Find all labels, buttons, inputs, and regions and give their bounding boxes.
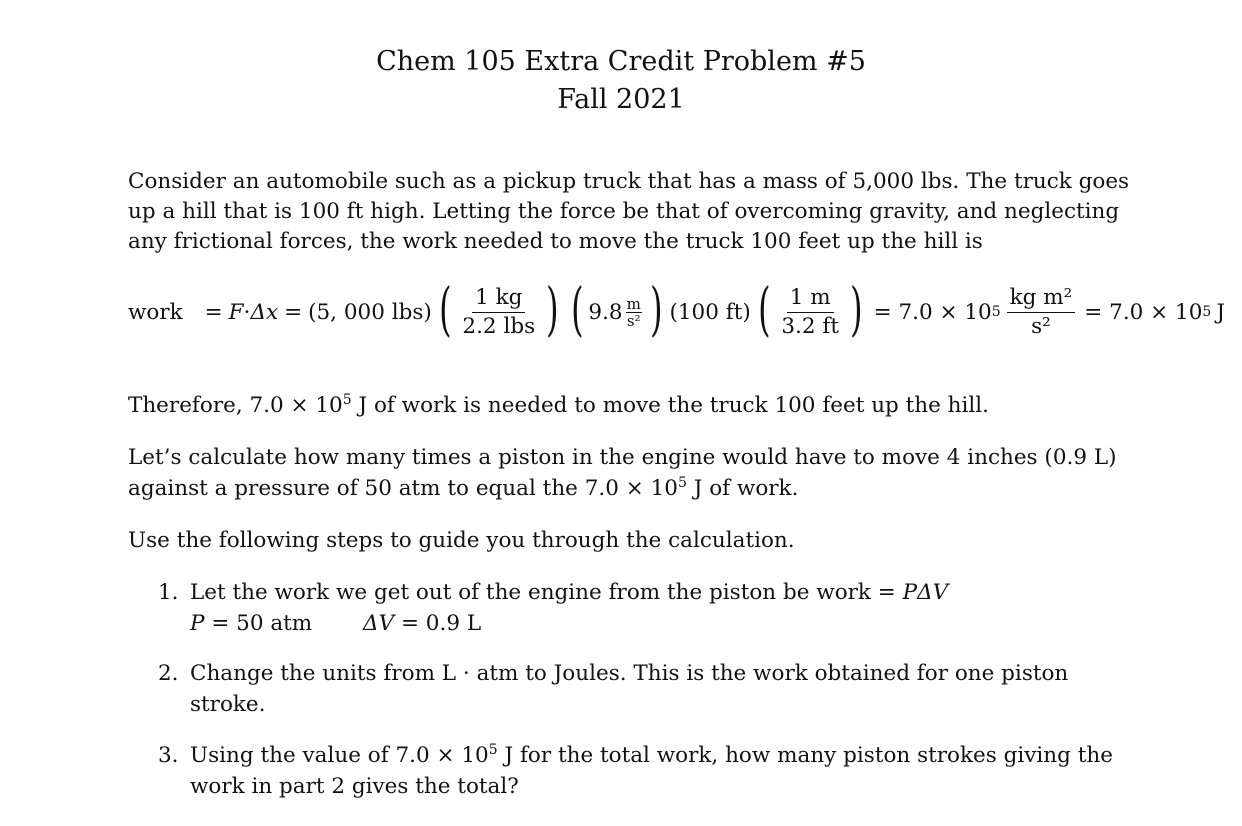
eq-paren-open-3: ( bbox=[757, 275, 771, 343]
therefore-post: J of work is needed to move the truck 100 feet up the hill. bbox=[358, 393, 989, 418]
eq-delta-x: Δx bbox=[250, 299, 279, 325]
piston-line-2-exp: 5 bbox=[677, 474, 687, 491]
eq-result-unit: J bbox=[1216, 299, 1225, 325]
page-subtitle: Fall 2021 bbox=[557, 84, 685, 115]
eq-height: (100 ft) bbox=[669, 299, 751, 325]
eq-si-unit-num: kg m² bbox=[1007, 286, 1076, 313]
eq-g-unit-num: m bbox=[626, 294, 641, 313]
piston-line-2-pre: against a pressure of 50 atm to equal the 7.0 × 10 bbox=[128, 476, 678, 501]
eq-force: F bbox=[228, 299, 244, 325]
step-1-p-symbol: P bbox=[190, 611, 205, 636]
eq-lhs: work bbox=[128, 299, 183, 325]
eq-conv-kg-fraction bbox=[459, 286, 538, 339]
eq-mass: (5, 000 lbs) bbox=[308, 299, 432, 325]
eq-dot: · bbox=[243, 299, 251, 325]
eq-conv-m-num: 1 m bbox=[787, 286, 834, 313]
eq-intermediate: = 7.0 × 10 bbox=[873, 299, 992, 325]
eq-conv-kg-num: 1 kg bbox=[472, 286, 525, 313]
eq-g-unit-fraction bbox=[626, 296, 642, 329]
intro-line-2: up a hill that is 100 ft high. Letting the force be that of overcoming gravity, and neglecting bbox=[128, 199, 1120, 224]
eq-paren-open-2: ( bbox=[570, 275, 584, 343]
step-3-line-2: work in part 2 gives the total? bbox=[190, 774, 519, 799]
step-1-formula-dv: ΔV bbox=[917, 580, 949, 605]
eq-si-unit-fraction bbox=[1007, 286, 1076, 339]
step-2-number: 2. bbox=[158, 661, 179, 686]
step-1-v-symbol: ΔV bbox=[363, 611, 395, 636]
eq-result: = 7.0 × 10 bbox=[1084, 299, 1203, 325]
list-item bbox=[0, 740, 1242, 802]
step-2-line-2: stroke. bbox=[190, 692, 266, 717]
work-equation: work = F · Δx = (5, 000 lbs) ( $\frac{1 kg}{\text{2.2 lbs}}$ ) ( 9.8 $\frac{m}{\text{s²}}$ ) (100 ft) ( $\frac{1 m}{3.2 ft}$ ) = 7.0 × 10 5 $\frac{\text{kg m²}}{\text{s²}}$ = 7.0 × 10 5 J bbox=[128, 275, 1225, 343]
intro-line-3: any frictional forces, the work needed to move the truck 100 feet up the hill is bbox=[128, 229, 983, 254]
eq-equals-1: = bbox=[204, 299, 223, 325]
eq-paren-close-1: ) bbox=[546, 275, 559, 343]
step-1-number: 1. bbox=[158, 580, 179, 605]
step-2-line-1: Change the units from L · atm to Joules. This is the work obtained for one piston bbox=[190, 661, 1069, 686]
eq-conv-kg-den: 2.2 lbs bbox=[462, 313, 536, 339]
step-1-line-1 bbox=[190, 577, 948, 608]
step-1-text: Let the work we get out of the engine from the piston be work = bbox=[190, 580, 896, 605]
list-item bbox=[0, 577, 1242, 639]
eq-paren-close-2: ) bbox=[649, 275, 663, 343]
therefore-sentence bbox=[128, 391, 989, 421]
therefore-pre: Therefore, 7.0 × 10 bbox=[128, 393, 343, 418]
piston-line-1: Let’s calculate how many times a piston in the engine would have to move 4 inches (0.9 L) bbox=[128, 445, 1117, 470]
eq-equals-2: = bbox=[284, 299, 303, 325]
step-3-post: J for the total work, how many piston strokes giving the bbox=[504, 743, 1113, 768]
page-title: Chem 105 Extra Credit Problem #5 bbox=[376, 46, 866, 77]
step-1-line-2 bbox=[190, 608, 481, 639]
guide-text: Use the following steps to guide you through the calculation. bbox=[128, 528, 795, 553]
intro-line-1: Consider an automobile such as a pickup truck that has a mass of 5,000 lbs. The truck goes bbox=[128, 169, 1130, 194]
therefore-exp: 5 bbox=[342, 391, 352, 408]
list-item bbox=[0, 658, 1242, 720]
step-1-v-value: = 0.9 L bbox=[400, 611, 482, 636]
piston-line-2-post: J of work. bbox=[693, 476, 799, 501]
step-1-formula-p: P bbox=[902, 580, 918, 605]
eq-conv-m-den: 3.2 ft bbox=[781, 313, 839, 339]
step-1-p-value: = 50 atm bbox=[211, 611, 313, 636]
eq-si-unit-den: s² bbox=[1031, 313, 1051, 339]
piston-line-2 bbox=[128, 474, 798, 504]
step-3-pre: Using the value of 7.0 × 10 bbox=[190, 743, 489, 768]
eq-paren-open-1: ( bbox=[438, 275, 452, 343]
step-3-exp: 5 bbox=[488, 741, 498, 758]
eq-g-unit-den: s² bbox=[626, 311, 641, 330]
step-3-line-1 bbox=[190, 740, 1113, 771]
step-3-number: 3. bbox=[158, 743, 179, 768]
eq-conv-m-fraction bbox=[778, 286, 842, 339]
eq-paren-close-3: ) bbox=[850, 275, 863, 343]
eq-g-value: 9.8 bbox=[588, 299, 623, 325]
